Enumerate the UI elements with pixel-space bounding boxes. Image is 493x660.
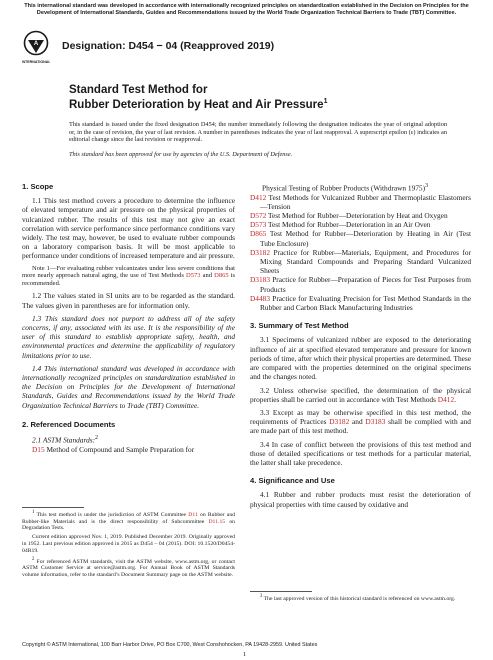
note-1-end: is recommended. xyxy=(22,272,236,287)
footnote-divider-right xyxy=(250,591,312,592)
reference-item xyxy=(250,193,471,211)
paragraph-3-1: 3.1 Specimens of vulcanized rubber are exposed to the deteriorating influence of air at specified elevated temperature and pressure for known periods of time, after which their physical properties are determined. These are compared with the properties determined on the original specimens and the changes noted. xyxy=(250,335,471,382)
reference-code-link[interactable]: D412 xyxy=(250,192,267,202)
reference-item xyxy=(250,275,471,293)
paragraph-3-4: 3.4 In case of conflict between the provisions of this test method and those of detailed specifications or test methods for a particular material, the latter shall take precedence. xyxy=(250,439,471,467)
paragraph-1-3: 1.3 This standard does not purport to address all of the safety concerns, if any, associated with its use. It is the responsibility of the user of this standard to establish appropriate safety, health, and environmental practices and determine the applicability of regulatory limitations prior to use. xyxy=(22,313,235,360)
svg-text:A: A xyxy=(33,41,39,47)
left-column xyxy=(22,182,235,454)
reference-code-link[interactable]: D3182 xyxy=(250,247,270,257)
reference-title: Practice for Evaluating Precision for Test Method Standards in the Rubber and Carbon Black Manufacturing Industries xyxy=(260,293,471,313)
reference-item xyxy=(250,294,471,312)
link-committee-d11[interactable]: D11 xyxy=(188,511,198,518)
reference-code-link[interactable]: D573 xyxy=(250,220,267,230)
note-1-text: Note 1—For evaluating rubber vulcanizates under less severe conditions that more nearly approach natural aging, the use of Test Methods xyxy=(22,264,235,280)
international-standard-notice: This international standard was developed in accordance with internationally recognized principles on standardization established in the Decision on Principles for the Development of International Standards, Guides and Recommendations issued by the World Trade Organization Technical Barriers to Trade (TBT) Committee. xyxy=(24,3,469,16)
ref-d15-cont: Physical Testing of Rubber Products (Withdrawn 1975)$^3$ xyxy=(262,183,429,193)
paragraph-1-2: 1.2 The values stated in SI units are to be regarded as the standard. The values given in parentheses are for information only. xyxy=(22,291,235,310)
reference-title: Practice for Rubber—Preparation of Pieces for Test Purposes from Products xyxy=(260,275,471,294)
right-column xyxy=(250,182,471,509)
title-text: Rubber Deterioration by Heat and Air Pressure xyxy=(69,98,324,111)
reference-item xyxy=(250,220,471,229)
paragraph-2-1 xyxy=(22,434,235,445)
section-3-heading: 3. Summary of Test Method xyxy=(250,321,349,331)
reference-title: Test Method for Rubber—Deterioration by Heat and Oxygen xyxy=(268,211,448,221)
page-number: 1 xyxy=(243,651,247,658)
section-2-heading: 2. Referenced Documents xyxy=(22,419,116,429)
reference-item xyxy=(250,211,471,220)
footnote-3: $^3$ The last approved version of this historical standard is referenced on www.astm.org. xyxy=(260,594,456,602)
footnote-1: $^1$ This test method is under the jurisdiction of ASTM Committee D11 on Rubber and Rubber-like Materials and is the direct responsibility of Subcommittee D11.15 on Degradation Tests. xyxy=(22,510,236,532)
designation: Designation: D454 − 04 (Reapproved 2019) xyxy=(62,40,275,52)
footnote-2: $^2$ For referenced ASTM standards, visit the ASTM website, www.astm.org, or contact ASTM Customer Service at service@astm.org. For Annual Book of ASTM Standards volume information, refer to the standard’s Document Summary page on the ASTM website. xyxy=(22,556,235,579)
reference-title: Test Method for Rubber—Deterioration by Heating in Air (Test Tube Enclosure) xyxy=(260,229,471,248)
title-line-2 xyxy=(69,98,327,111)
astm-standards-label: 2.1 ASTM Standards: xyxy=(32,435,96,445)
link-d865[interactable]: D865 xyxy=(214,272,229,280)
link-d573[interactable]: D573 xyxy=(186,272,201,280)
reference-title: Test Method for Rubber—Deterioration in an Air Oven xyxy=(268,220,431,230)
footnote-divider-left xyxy=(22,507,84,508)
link-d15[interactable]: D15 xyxy=(32,444,45,454)
footnotes-left xyxy=(22,510,235,579)
ref-d15-start xyxy=(22,445,235,454)
paragraph-3-2: 3.2 Unless otherwise specified, the determination of the physical properties shall be carried out in accordance with Test Methods D412. xyxy=(250,385,471,404)
paragraph-1-1: 1.1 This test method covers a procedure to determine the influence of elevated temperature and air pressure on the physical properties of vulcanized rubber. The results of this test may not give an exact correlation with service performance since performance conditions vary widely. The test may, however, be used to evaluate rubber compounds on a laboratory comparison basis. It will be most applicable to performance under conditions of increased temperature and air pressure. xyxy=(22,196,235,261)
section-1-heading: 1. Scope xyxy=(22,182,54,191)
paragraph-1-4: 1.4 This international standard was developed in accordance with internationally recognized principles on standardization established in the Decision on Principles for the Development of International Standards, Guides and Recommendations issued by the World Trade Organization Technical Barriers to Trade (TBT) Committee. xyxy=(22,363,235,410)
reference-title: Practice for Rubber—Materials, Equipment, and Procedures for Mixing Standard Compounds and Preparing Standard Vulcanized Sheets xyxy=(260,247,471,276)
reference-title: Test Methods for Vulcanized Rubber and Thermoplastic Elastomers—Tension xyxy=(260,192,471,211)
reference-item xyxy=(250,229,471,247)
ref-d15-text: Method of Compound and Sample Preparation for xyxy=(46,444,195,454)
note-1-and: and xyxy=(202,272,213,280)
reference-item xyxy=(250,248,471,276)
paragraph-4-1: 4.1 Rubber and rubber products must resist the deterioration of physical properties with time caused by oxidative and xyxy=(250,490,471,509)
astm-logo-icon xyxy=(22,30,50,68)
title-footnote-ref[interactable]: 1 xyxy=(323,98,328,105)
section-4-heading: 4. Significance and Use xyxy=(250,476,335,486)
link-d3183-s33[interactable]: D3183 xyxy=(365,417,386,427)
dod-approval-statement: This standard has been approved for use by agencies of the U.S. Department of Defense. xyxy=(69,151,293,158)
copyright-footer: Copyright © ASTM International, 100 Barr Harbor Drive, PO Box C700, West Conshohocken, PA 19428-2959. United States xyxy=(22,642,318,648)
title-line-1: Standard Test Method for xyxy=(69,84,208,96)
reference-code-link[interactable]: D4483 xyxy=(250,293,270,303)
issuance-statement: This standard is issued under the fixed designation D454; the number immediately following the designation indicates the year of original adoption or, in the case of revision, the year of last revision. A number in parentheses indicates the year of last reapproval. A superscript epsilon (ε) indicates an editorial change since the last revision or reapproval. xyxy=(69,121,447,144)
astm-logo xyxy=(22,30,50,68)
reference-code-link[interactable]: D3183 xyxy=(250,275,270,285)
footnote-ref-2[interactable]: 2 xyxy=(95,435,99,442)
footnote-1-edition: Current edition approved Nov. 1, 2019. Published December 2019. Originally approved in 1952. Last previous edition approved in 2015 as D454 – 04 (2015). DOI: 10.1520/D0454-04R19. xyxy=(22,534,235,554)
svg-text:INTERNATIONAL: INTERNATIONAL xyxy=(22,60,50,64)
link-d3182-s33[interactable]: D3182 xyxy=(329,417,350,427)
link-subcommittee-d1115[interactable]: D11.15 xyxy=(208,518,226,525)
reference-code-link[interactable]: D865 xyxy=(250,229,267,239)
footnote-ref-3[interactable]: 3 xyxy=(425,183,429,189)
link-d412-s32[interactable]: D412 xyxy=(437,394,455,404)
paragraph-3-3: 3.3 Except as may be otherwise specified in this test method, the requirements of Practices D3182 and D3183 shall be complied with and are made part of this test method. xyxy=(250,407,471,436)
reference-code-link[interactable]: D572 xyxy=(250,211,267,221)
note-1 xyxy=(22,265,235,288)
reference-list xyxy=(250,193,471,313)
